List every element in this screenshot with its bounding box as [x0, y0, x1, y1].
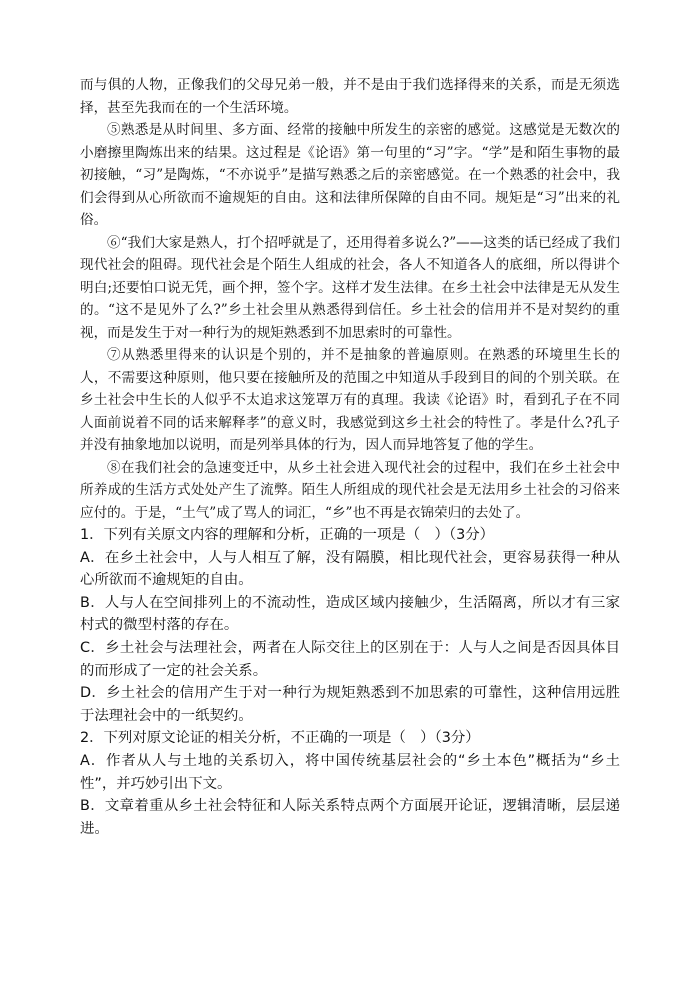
- question-1-stem: 1．下列有关原文内容的理解和分析，正确的一项是（ ）（3分）: [80, 527, 495, 543]
- question-1-option-d: D．乡土社会的信用产生于对一种行为规矩熟悉到不加思索的可靠性，这种信用远胜于法理社会中的一纸契约。: [80, 685, 620, 724]
- paragraph-5: ⑤熟悉是从时间里、多方面、经常的接触中所发生的亲密的感觉。这感觉是无数次的小磨擦里陶炼出来的结果。这过程是《论语》第一句里的“习”字。“学”是和陌生事物的最初接触，“习”是陶炼，“不亦说乎”是描写熟悉之后的亲密感觉。在一个熟悉的社会中，我们会得到从心所欲而不逾规矩的自由。这和法律所保障的自由不同。规矩是“习”出来的礼俗。: [80, 122, 620, 228]
- question-2-option-b: B．文章着重从乡土社会特征和人际关系特点两个方面展开论证，逻辑清晰，层层递进。: [80, 798, 620, 837]
- paragraph-6: ⑥“我们大家是熟人，打个招呼就是了，还用得着多说么?”——这类的话已经成了我们现代社会的阻碍。现代社会是个陌生人组成的社会，各人不知道各人的底细，所以得讲个明白;还要怕口说无凭，画个押，签个字。这样才发生法律。在乡土社会中法律是无从发生的。“这不是见外了么?”乡土社会里从熟悉得到信任。乡土社会的信用并不是对契约的重视，而是发生于对一种行为的规矩熟悉到不加思索时的可靠性。: [80, 234, 620, 341]
- question-2-option-a: A．作者从人与土地的关系切入，将中国传统基层社会的“乡土本色”概括为“乡土性”，并巧妙引出下文。: [80, 752, 620, 792]
- document-page: [80, 74, 620, 840]
- question-1-option-a: A．在乡土社会中，人与人相互了解，没有隔膜，相比现代社会，更容易获得一种从心所欲而不逾规矩的自由。: [80, 549, 620, 589]
- question-2-stem: 2．下列对原文论证的相关分析，不正确的一项是（ ）（3分）: [80, 730, 480, 747]
- paragraph-7: ⑦从熟悉里得来的认识是个别的，并不是抽象的普遍原则。在熟悉的环境里生长的人，不需要这种原则，他只要在接触所及的范围之中知道从手段到目的间的个别关联。在乡土社会中生长的人似乎不太追求这笼罩万有的真理。我读《论语》时，看到孔子在不同人面前说着不同的话来解释孝”的意义时，我感觉到这乡土社会的特性了。孝是什么?孔子并没有抽象地加以说明，而是列举具体的行为，因人而异地答复了他的学生。: [80, 347, 620, 453]
- question-1-option-b: B．人与人在空间排列上的不流动性，造成区域内接触少，生活隔离，所以才有三家村式的微型村落的存在。: [80, 594, 620, 634]
- paragraph-8: ⑧在我们社会的急速变迁中，从乡土社会进入现代社会的过程中，我们在乡土社会中所养成的生活方式处处产生了流弊。陌生人所组成的现代社会是无法用乡土社会的习俗来应付的。于是，“土气”成了骂人的词汇，“乡”也不再是衣锦荣归的去处了。: [80, 459, 620, 521]
- question-1-option-c: C．乡土社会与法理社会，两者在人际交往上的区别在于：人与人之间是否因具体目的而形成了一定的社会关系。: [80, 639, 620, 679]
- paragraph-continued: 而与俱的人物，正像我们的父母兄弟一般，并不是由于我们选择得来的关系，而是无须选择，甚至先我而在的一个生活环境。: [80, 77, 620, 116]
